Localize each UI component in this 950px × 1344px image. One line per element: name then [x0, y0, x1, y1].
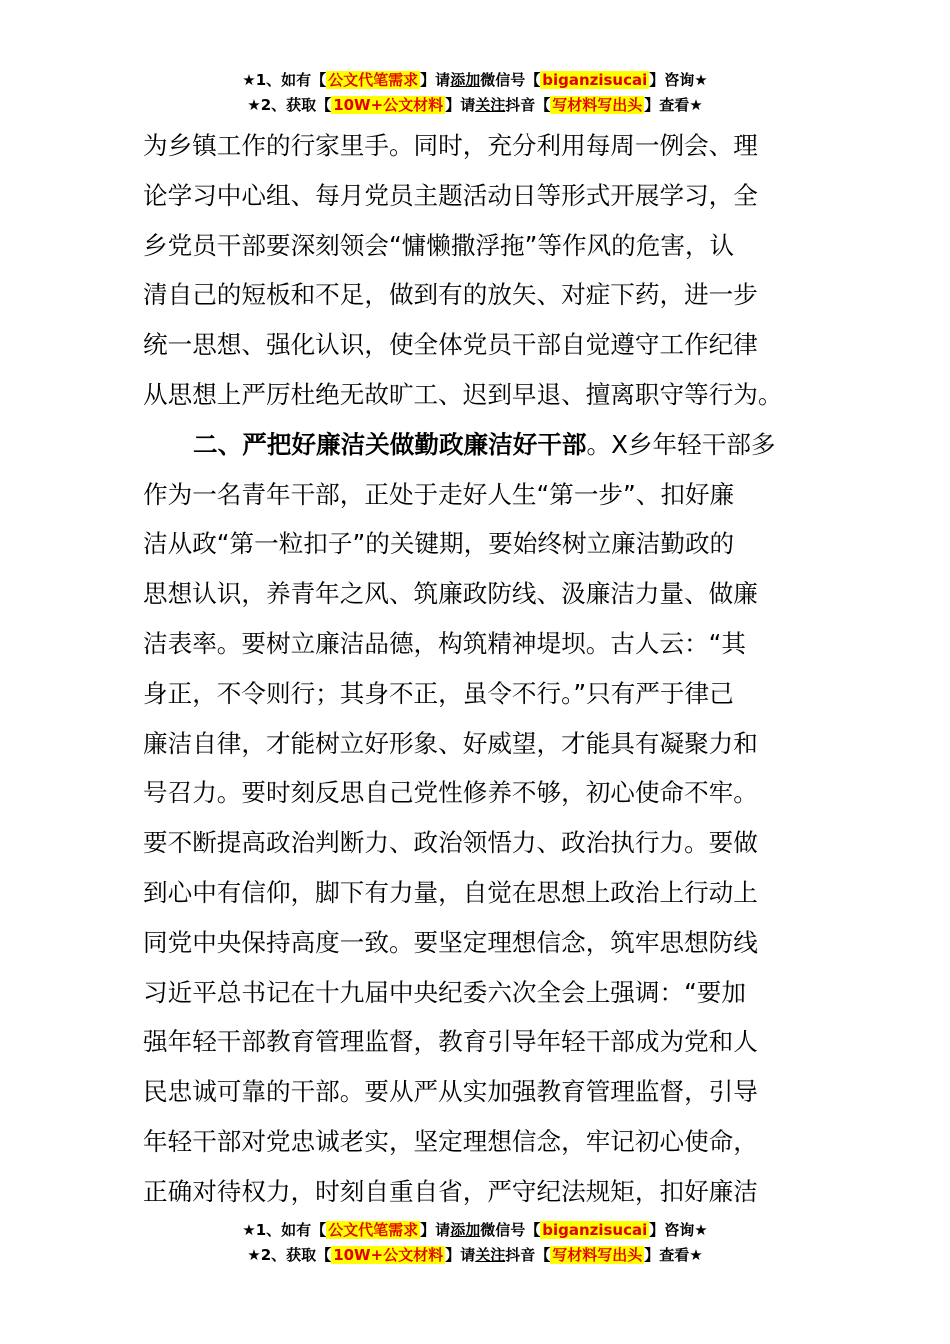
banner-underline: 关注: [475, 96, 506, 114]
banner-text: 抖音【: [505, 1246, 551, 1264]
text-line: 清自己的短板和不足，做到有的放矢、对症下药，进一步: [143, 280, 758, 310]
banner-text: 】请: [420, 71, 451, 89]
banner-text: 】请: [420, 1221, 451, 1239]
banner-underline: 关注: [475, 1246, 506, 1264]
document-body: [143, 121, 808, 1217]
text-line: 为乡镇工作的行家里手。同时，充分利用每周一例会、理: [143, 131, 758, 160]
text-line: 作为一名青年干部，正处于走好人生“第一步”、扣好廉: [143, 479, 735, 509]
text-line: 到心中有信仰，脚下有力量，自觉在思想上政治上行动上: [143, 877, 758, 907]
text-line: 强年轻干部教育管理监督，教育引导年轻干部成为党和人: [143, 1027, 758, 1057]
text-line: 廉洁自律，才能树立好形象、好威望，才能具有凝聚力和: [143, 728, 758, 758]
text-line: 号召力。要时刻反思自己党性修养不够，初心使命不牢。: [143, 778, 758, 808]
text-line: 思想认识，养青年之风、筑廉政防线、汲廉洁力量、做廉: [143, 579, 758, 609]
text-line: 洁从政“第一粒扣子”的关键期，要始终树立廉洁勤政的: [143, 529, 735, 559]
banner-underline: 添加: [450, 71, 481, 89]
text-line: 身正，不令则行；其身不正，虽令不行。”只有严于律己: [143, 678, 734, 708]
banner-highlight: biganzisucai: [542, 1221, 648, 1239]
banner-text: 】查看★: [644, 96, 703, 114]
text-line: 统一思想、强化认识，使全体党员干部自觉遵守工作纪律: [143, 330, 758, 360]
text-line: 习近平总书记在十九届中央纪委六次全会上强调：“要加: [143, 977, 746, 1007]
banner-highlight: 公文代笔需求: [328, 1221, 419, 1239]
banner-text: 】咨询★: [649, 71, 708, 89]
heading-tail: 。X乡年轻干部多: [586, 429, 776, 459]
footer-banner: [0, 1218, 950, 1268]
text-line: 乡党员干部要深刻领会“慵懒撒浮拖”等作风的危害，认: [143, 230, 735, 260]
section-heading-line: [143, 420, 808, 470]
banner-text: 】请: [445, 96, 476, 114]
text-line: 洁表率。要树立廉洁品德，构筑精神堤坝。古人云：“其: [143, 628, 746, 658]
text-line: 要不断提高政治判断力、政治领悟力、政治执行力。要做: [143, 828, 758, 858]
text-line: 年轻干部对党忠诚老实，坚定理想信念，牢记初心使命，: [143, 1126, 758, 1156]
banner-line-1: [0, 68, 950, 93]
banner-text: ★2、获取【: [247, 96, 332, 114]
banner-text: 微信号【: [480, 71, 541, 89]
banner-underline: 添加: [450, 1221, 481, 1239]
banner-highlight: 公文代笔需求: [328, 71, 419, 89]
banner-highlight: 10W+公文材料: [333, 96, 444, 114]
banner-text: ★2、获取【: [247, 1246, 332, 1264]
banner-text: 】咨询★: [649, 1221, 708, 1239]
banner-text: 微信号【: [480, 1221, 541, 1239]
banner-text: ★1、如有【: [242, 71, 327, 89]
banner-line-2: [0, 1243, 950, 1268]
section-heading: 二、严把好廉洁关做勤政廉洁好干部: [193, 429, 587, 459]
banner-line-1: [0, 1218, 950, 1243]
banner-text: 抖音【: [505, 96, 551, 114]
banner-highlight: biganzisucai: [542, 71, 648, 89]
text-line: 正确对待权力，时刻自重自省，严守纪法规矩，扣好廉洁: [143, 1176, 758, 1206]
banner-text: ★1、如有【: [242, 1221, 327, 1239]
banner-line-2: [0, 93, 950, 118]
text-line: 民忠诚可靠的干部。要从严从实加强教育管理监督，引导: [143, 1077, 758, 1107]
banner-highlight: 写材料写出头: [552, 96, 643, 114]
text-line: 论学习中心组、每月党员主题活动日等形式开展学习，全: [143, 180, 758, 210]
banner-highlight: 写材料写出头: [552, 1246, 643, 1264]
banner-text: 】请: [445, 1246, 476, 1264]
banner-text: 】查看★: [644, 1246, 703, 1264]
header-banner: [0, 68, 950, 118]
text-line: 从思想上严厉杜绝无故旷工、迟到早退、擅离职守等行为。: [143, 379, 783, 409]
banner-highlight: 10W+公文材料: [333, 1246, 444, 1264]
text-line: 同党中央保持高度一致。要坚定理想信念，筑牢思想防线: [143, 927, 758, 957]
